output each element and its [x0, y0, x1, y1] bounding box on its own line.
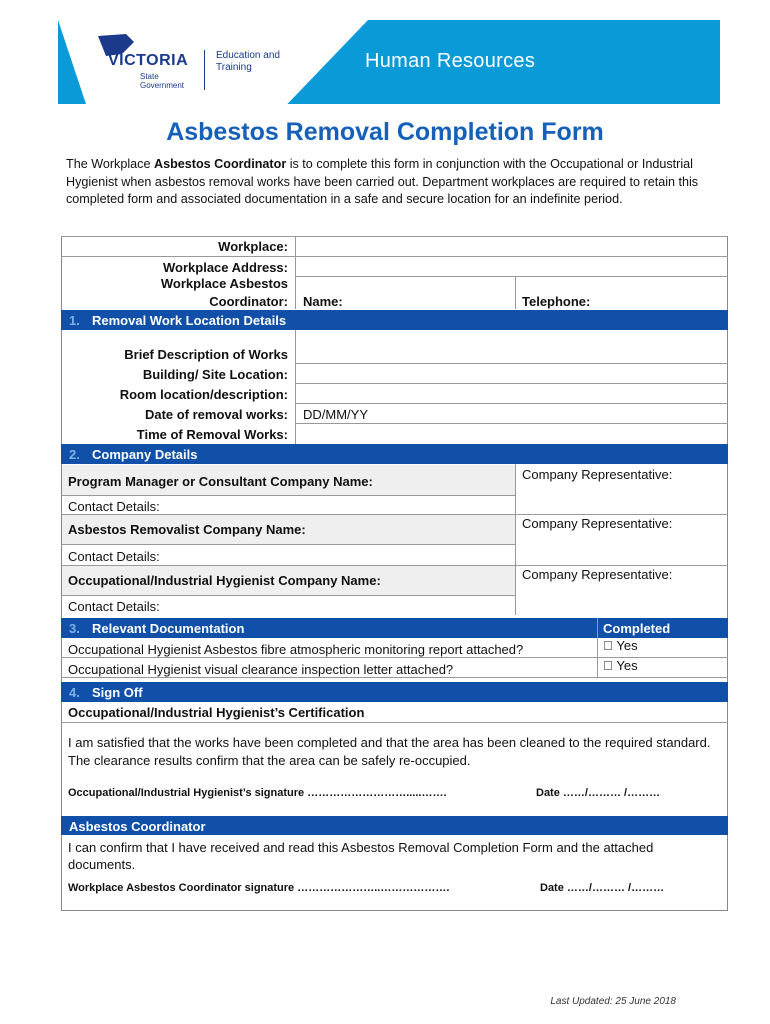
state-government-label: State Government: [140, 72, 185, 90]
removalist-contact-label: Contact Details:: [68, 549, 160, 564]
department-label: Education and Training: [216, 50, 280, 73]
date-removal-label: Date of removal works:: [144, 407, 288, 422]
intro-text: The Workplace Asbestos Coordinator is to complete this form in conjunction with the Occupational or Industrial Hygienist when asbestos removal works have been carried out. Department workplaces are required to retain this completed form and associated documentation in a safe and secure location for an indefinite period.: [66, 157, 699, 206]
coordinator-label-line2: Coordinator:: [209, 294, 288, 309]
pm-representative-label: Company Representative:: [522, 467, 673, 482]
hygienist-date-line[interactable]: Date ……/……… /………: [536, 787, 661, 799]
coordinator-date-line[interactable]: Date ……/……… /………: [540, 882, 665, 894]
certification-heading: Occupational/Industrial Hygienist’s Certification: [68, 705, 365, 720]
hygienist-signature-line[interactable]: Occupational/Industrial Hygienist’s signature ……………………….....…….: [68, 787, 447, 799]
coordinator-telephone-label: Telephone:: [522, 294, 591, 309]
section4-header: 4. Sign Off: [61, 682, 728, 702]
coordinator-signature-line[interactable]: Workplace Asbestos Coordinator signature …………………..……………….: [68, 882, 450, 894]
coordinator-text: I can confirm that I have received and read this Asbestos Removal Completion Form and the attached documents.: [68, 840, 654, 872]
workplace-label: Workplace:: [218, 239, 288, 254]
doc-clearance-yes-checkbox[interactable]: Yes: [603, 658, 625, 673]
removalist-company-label: Asbestos Removalist Company Name:: [68, 522, 306, 537]
coordinator-label-line1: Workplace Asbestos: [160, 276, 288, 291]
room-location-label: Room location/description:: [119, 387, 288, 402]
page-title: Asbestos Removal Completion Form: [166, 118, 604, 146]
time-removal-label: Time of Removal Works:: [136, 427, 288, 442]
pm-company-label: Program Manager or Consultant Company Name:: [68, 474, 373, 489]
hygienist-representative-label: Company Representative:: [522, 567, 673, 582]
doc-item-monitoring: Occupational Hygienist Asbestos fibre atmospheric monitoring report attached?: [68, 642, 524, 657]
removalist-representative-label: Company Representative:: [522, 516, 673, 531]
coordinator-header: Asbestos Coordinator: [61, 816, 728, 835]
banner-title: Human Resources: [365, 50, 536, 72]
workplace-address-label: Workplace Address:: [163, 260, 288, 275]
last-updated: Last Updated: 25 June 2018: [550, 996, 676, 1007]
pm-contact-label: Contact Details:: [68, 499, 160, 514]
coordinator-name-label: Name:: [303, 294, 343, 309]
section2-header: 2. Company Details: [61, 444, 728, 464]
brief-description-label: Brief Description of Works: [124, 347, 288, 362]
hygienist-company-label: Occupational/Industrial Hygienist Company Name:: [68, 573, 381, 588]
doc-item-clearance: Occupational Hygienist visual clearance inspection letter attached?: [68, 662, 454, 677]
hygienist-contact-label: Contact Details:: [68, 599, 160, 614]
date-removal-value[interactable]: DD/MM/YY: [303, 407, 368, 422]
logo-divider: [204, 50, 205, 90]
doc-monitoring-yes-checkbox[interactable]: Yes: [603, 638, 625, 653]
certification-text: I am satisfied that the works have been completed and that the area has been cleaned to the required standard. The clearance results confirm that the area can be safely re-occupied.: [68, 735, 711, 768]
section3-header: 3. Relevant Documentation Completed: [61, 618, 728, 638]
victoria-logo: VICTORIA: [108, 52, 189, 69]
section1-header: 1. Removal Work Location Details: [61, 310, 728, 330]
header-banner: [58, 20, 720, 104]
building-location-label: Building/ Site Location:: [142, 367, 288, 382]
